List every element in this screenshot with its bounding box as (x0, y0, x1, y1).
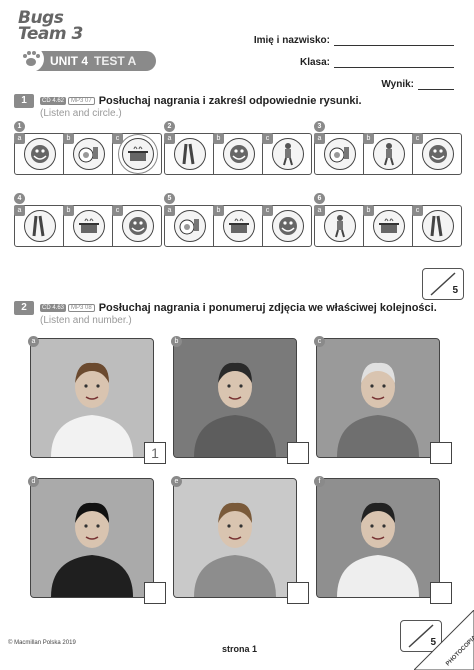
photocopiable-corner (414, 610, 474, 670)
photo-answer-box[interactable] (144, 582, 166, 604)
photo-police-officer (30, 478, 154, 598)
paw-icon (18, 46, 44, 72)
legs-icon (422, 210, 454, 242)
task-6-option-a[interactable] (315, 206, 364, 246)
task-6-option-c[interactable] (413, 206, 461, 246)
mp3-track-badge: MP3 07 (68, 97, 95, 105)
option-letter: b (63, 133, 74, 144)
result-field[interactable]: Wynik: (224, 68, 454, 90)
breakfast-plate-icon (73, 138, 105, 170)
task-4-option-c[interactable] (113, 206, 161, 246)
task-2-option-b[interactable] (214, 134, 263, 174)
pizza-face-icon (24, 138, 56, 170)
option-letter: a (164, 205, 175, 216)
unit-banner: UNIT 4 TEST A (22, 51, 156, 71)
task-5-option-a[interactable] (165, 206, 214, 246)
task-4-number: 4 (14, 193, 25, 204)
task-3-number: 3 (314, 121, 325, 132)
exercise-2-number: 2 (14, 301, 34, 315)
photo-chef (173, 338, 297, 458)
task-3-options (314, 133, 462, 175)
photo-answer-box[interactable] (287, 582, 309, 604)
name-field[interactable]: Imię i nazwisko: (224, 24, 454, 46)
photo-answer-box[interactable]: 1 (144, 442, 166, 464)
option-letter: b (63, 205, 74, 216)
copyright-text: © Macmillan Polska 2019 (8, 640, 76, 646)
task-1-number: 1 (14, 121, 25, 132)
photo-label: f (314, 476, 325, 487)
exercise-2-title: CD 4.63 MP3 08 Posłuchaj nagrania i ponumeruj zdjęcia we właściwej kolejności. (42, 302, 437, 314)
option-letter: b (213, 133, 224, 144)
task-5-option-b[interactable] (214, 206, 263, 246)
task-5-options (164, 205, 312, 247)
pizza-face-icon (422, 138, 454, 170)
task-5-option-c[interactable] (263, 206, 311, 246)
photo-label: c (314, 336, 325, 347)
breakfast-plate-icon (324, 138, 356, 170)
photo-doctor (30, 338, 154, 458)
task-4-option-a[interactable] (15, 206, 64, 246)
option-letter: a (14, 133, 25, 144)
task-3-option-a[interactable] (315, 134, 364, 174)
task-4-options (14, 205, 162, 247)
exercise-2-subtitle: (Listen and number.) (40, 315, 132, 326)
option-letter: a (314, 133, 325, 144)
pizza-face-icon (223, 138, 255, 170)
option-letter: a (164, 133, 175, 144)
option-letter: b (363, 133, 374, 144)
page-number: strona 1 (222, 644, 258, 654)
bugs-team-logo: Bugs Team 3 (18, 8, 83, 44)
task-2-options (164, 133, 312, 175)
walking-man-icon (324, 210, 356, 242)
cooking-pot-icon (223, 210, 255, 242)
option-letter: c (412, 133, 423, 144)
walking-man-icon (373, 138, 405, 170)
student-info-fields (224, 24, 454, 90)
pizza-face-icon (122, 210, 154, 242)
exercise-1-title: CD 4.62 MP3 07 Posłuchaj nagrania i zakreśl odpowiednie rysunki. (42, 95, 362, 107)
option-letter: c (262, 133, 273, 144)
cd-track-badge: CD 4.62 (42, 98, 65, 104)
breakfast-plate-icon (174, 210, 206, 242)
photo-firefighter (316, 338, 440, 458)
task-1-option-c[interactable] (113, 134, 161, 174)
photo-answer-box[interactable] (430, 442, 452, 464)
task-2-option-c[interactable] (263, 134, 311, 174)
photo-label: d (28, 476, 39, 487)
photo-label: b (171, 336, 182, 347)
class-field[interactable]: Klasa: (224, 46, 454, 68)
photo-label: e (171, 476, 182, 487)
legs-icon (24, 210, 56, 242)
cd-track-badge: CD 4.63 (42, 305, 65, 311)
cooking-pot-icon (122, 138, 154, 170)
option-letter: c (262, 205, 273, 216)
task-3-option-b[interactable] (364, 134, 413, 174)
option-letter: b (213, 205, 224, 216)
photo-answer-box[interactable] (287, 442, 309, 464)
photo-label: a (28, 336, 39, 347)
option-letter: c (412, 205, 423, 216)
cooking-pot-icon (73, 210, 105, 242)
legs-icon (174, 138, 206, 170)
cooking-pot-icon (373, 210, 405, 242)
option-letter: a (314, 205, 325, 216)
walking-man-icon (272, 138, 304, 170)
option-letter: a (14, 205, 25, 216)
exercise-1-number: 1 (14, 94, 34, 108)
task-1-option-b[interactable] (64, 134, 113, 174)
exercise-1-subtitle: (Listen and circle.) (40, 108, 122, 119)
option-letter: b (363, 205, 374, 216)
pizza-face-icon (272, 210, 304, 242)
photo-answer-box[interactable] (430, 582, 452, 604)
mp3-track-badge: MP3 08 (68, 304, 95, 312)
task-1-options (14, 133, 162, 175)
exercise-2-score-box: 5 (400, 620, 442, 652)
photo-teacher (173, 478, 297, 598)
option-letter: c (112, 205, 123, 216)
task-2-number: 2 (164, 121, 175, 132)
task-6-options (314, 205, 462, 247)
task-2-option-a[interactable] (165, 134, 214, 174)
task-4-option-b[interactable] (64, 206, 113, 246)
task-1-option-a[interactable] (15, 134, 64, 174)
exercise-1-score-box: 5 (422, 268, 464, 300)
task-6-option-b[interactable] (364, 206, 413, 246)
task-6-number: 6 (314, 193, 325, 204)
option-letter: c (112, 133, 123, 144)
photo-vet (316, 478, 440, 598)
task-5-number: 5 (164, 193, 175, 204)
task-3-option-c[interactable] (413, 134, 461, 174)
